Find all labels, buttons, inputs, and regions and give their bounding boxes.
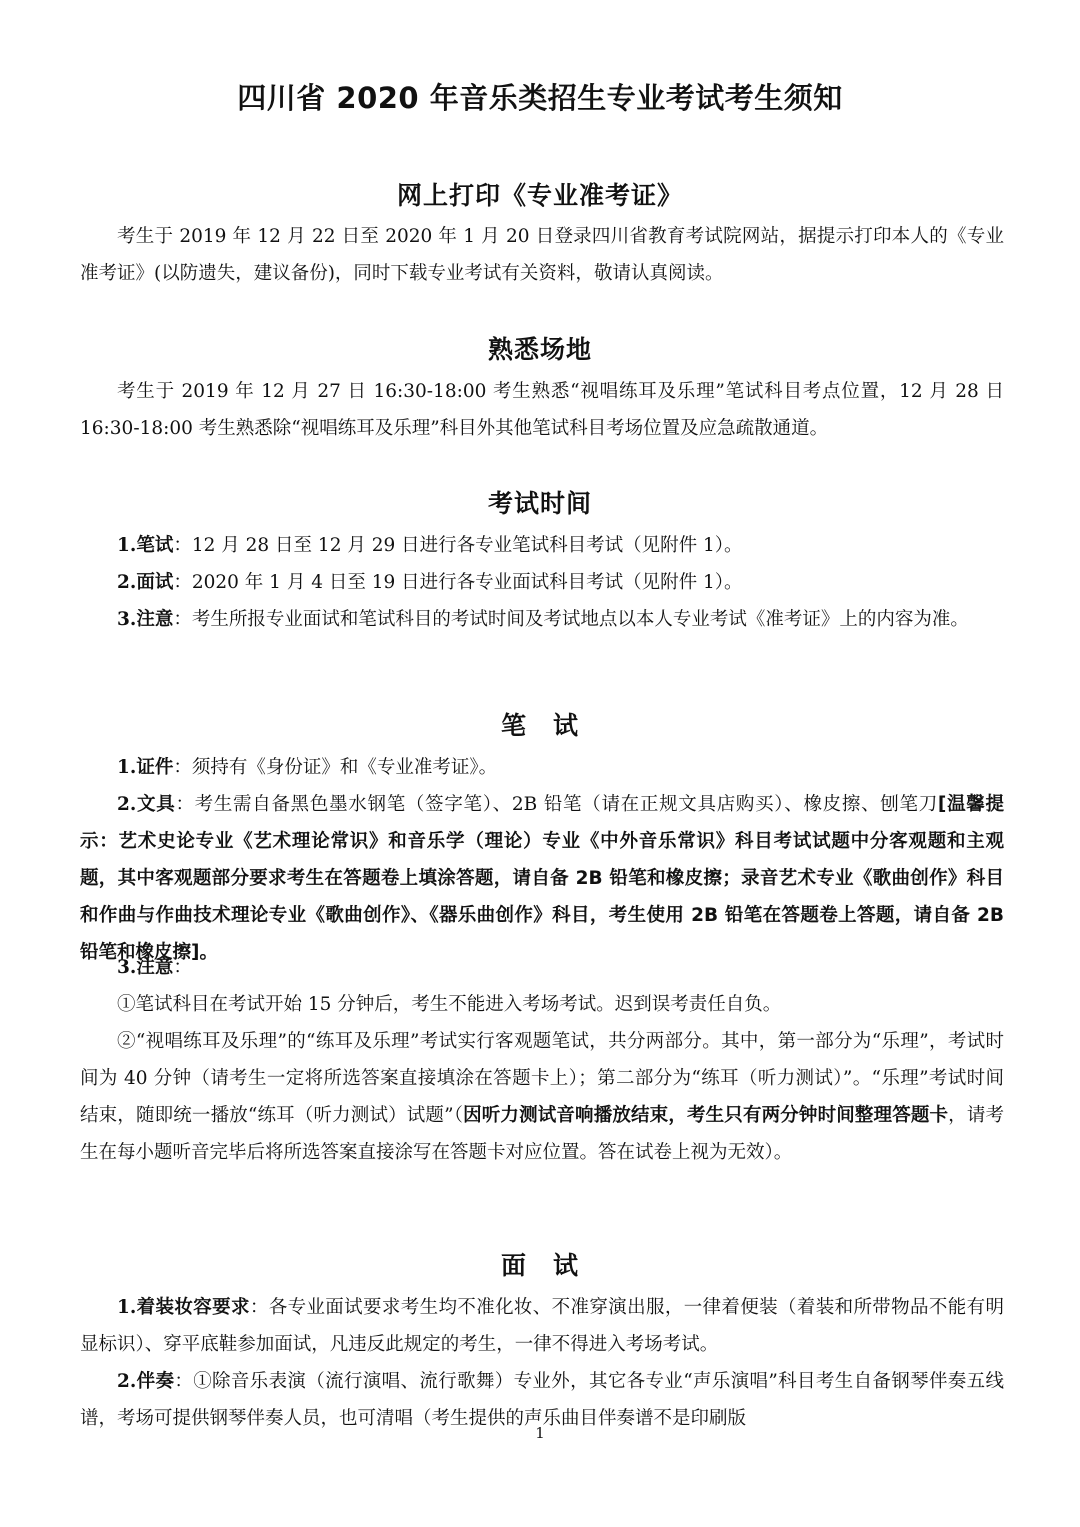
item-text: ：①除音乐表演（流行演唱、流行歌舞）专业外，其它各专业“声乐演唱”科目考生自备钢琴伴奏五线谱，考场可提供钢琴伴奏人员，也可清唱（考生提供的声乐曲目伴奏谱不是印刷版 <box>80 1371 1004 1429</box>
page-title: 四川省 2020 年音乐类招生专业考试考生须知 <box>237 81 843 115</box>
para-print-admission: 考生于 2019 年 12 月 22 日至 2020 年 1 月 20 日登录四川省教育考试院网站，据提示打印本人的《专业准考证》(以防遗失，建议备份)，同时下载专业考试有关资料，敬请认真阅读。 <box>80 226 1004 284</box>
item-label: 2.文具 <box>117 794 176 815</box>
note-text: ，请考生在每小题听音完毕后将所选答案直接涂写在答题卡对应位置。答在试卷上视为无效）。 <box>80 1105 1004 1163</box>
heading-exam-time: 考试时间 <box>487 489 592 518</box>
item-written-time <box>80 527 1004 564</box>
note-text: ②“视唱练耳及乐理”的“练耳及乐理”考试实行客观题笔试，共分两部分。其中，第一部分为“乐理”，考试时间为 40 分钟（请考生一定将所选答案直接填涂在答题卡上）；第二部分为“练耳（听力测试）”。“乐理”考试时间结束，随即统一播放“练耳（听力测试）试题”（ <box>80 1031 1004 1126</box>
item-text: ：12 月 28 日至 12 月 29 日进行各专业笔试科目考试（见附件 1）。 <box>173 535 743 556</box>
item-label: 2.伴奏 <box>117 1371 175 1392</box>
item-text: ：2020 年 1 月 4 日至 19 日进行各专业面试科目考试（见附件 1）。 <box>173 572 743 593</box>
item-dress-code <box>80 1289 1004 1363</box>
item-time-note <box>80 601 1004 638</box>
item-label: 1.着装妆容要求 <box>117 1297 250 1318</box>
para-venue: 考生于 2019 年 12 月 27 日 16:30-18:00 考生熟悉“视唱练耳及乐理”笔试科目考点位置，12 月 28 日 16:30-18:00 考生熟悉除“视唱练耳及乐理”科目外其他笔试科目考场位置及应急疏散通道。 <box>80 381 1004 439</box>
item-id-documents <box>80 749 1004 786</box>
item-label: 2.面试 <box>117 572 174 593</box>
note-bold: 因听力测试音响播放结束，考生只有两分钟时间整理答题卡 <box>463 1105 949 1126</box>
item-text: ：须持有《身份证》和《专业准考证》。 <box>173 757 498 778</box>
stationery-tip: [温馨提示：艺术史论专业《艺术理论常识》和音乐学（理论）专业《中外音乐常识》科目考试试题中分客观题和主观题，其中客观题部分要求考生在答题卷上填涂答题，请自备 2B 铅笔和橡皮擦；录音艺术专业《歌曲创作》科目和作曲与作曲技术理论专业《歌曲创作》、《器乐曲创作》科目，考生使用 2B 铅笔在答题卷上答题，请自备 2B 铅笔和橡皮擦]。 <box>80 794 1004 963</box>
item-stationery <box>80 786 1004 971</box>
item-text: ：各专业面试要求考生均不准化妆、不准穿演出服，一律着便装（着装和所带物品不能有明显标识）、穿平底鞋参加面试，凡违反此规定的考生，一律不得进入考场考试。 <box>80 1297 1004 1355</box>
heading-written-exam: 笔 试 <box>500 711 579 740</box>
heading-interview: 面 试 <box>500 1251 579 1280</box>
item-text: ：考生需自备黑色墨水钢笔（签字笔）、2B 铅笔（请在正规文具店购买）、橡皮擦、刨笔刀 <box>175 794 938 815</box>
item-written-note <box>80 949 1004 986</box>
item-label: 3.注意 <box>117 609 174 630</box>
item-text: ： <box>173 957 192 978</box>
item-label: 1.证件 <box>117 757 174 778</box>
item-label: 3.注意 <box>117 957 174 978</box>
note-ear-training <box>80 1023 1004 1171</box>
heading-venue: 熟悉场地 <box>487 335 592 364</box>
item-text: ：考生所报专业面试和笔试科目的考试时间及考试地点以本人专业考试《准考证》上的内容为准。 <box>173 609 969 630</box>
page-number: 1 <box>535 1424 545 1442</box>
note-late-arrival: ①笔试科目在考试开始 15 分钟后，考生不能进入考场考试。迟到误考责任自负。 <box>117 994 782 1015</box>
heading-print-admission: 网上打印《专业准考证》 <box>396 181 683 210</box>
item-interview-time <box>80 564 1004 601</box>
item-label: 1.笔试 <box>117 535 174 556</box>
